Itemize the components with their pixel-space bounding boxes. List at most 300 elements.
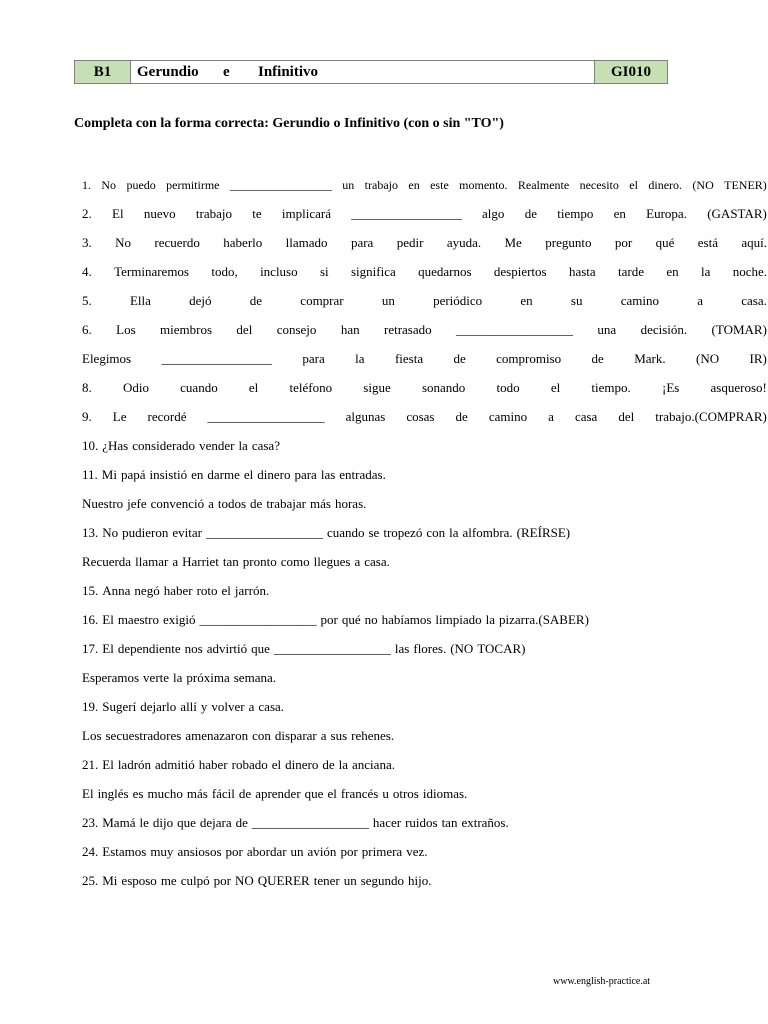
exercise-word: tiempo	[557, 206, 594, 221]
exercise-item	[82, 698, 767, 727]
exercise-word: te	[252, 206, 262, 221]
exercise-word: NO	[234, 873, 254, 888]
exercise-word: Esperamos	[82, 670, 140, 685]
exercise-word: TENER)	[724, 178, 767, 192]
exercise-word: teléfono	[289, 380, 333, 395]
exercise-item	[82, 263, 767, 292]
exercise-word: Anna	[102, 583, 131, 598]
exercise-word: camino	[488, 409, 528, 424]
exercise-word: sonando	[421, 380, 466, 395]
exercise-item	[82, 205, 767, 234]
exercise-word: tener	[313, 873, 340, 888]
exercise-word: Mamá	[102, 815, 136, 830]
exercise-word: culpó	[180, 873, 210, 888]
title-word: Gerundio	[137, 63, 199, 80]
exercise-word: momento.	[459, 178, 508, 192]
exercise-item	[82, 785, 767, 814]
exercise-word: Le	[112, 409, 127, 424]
exercise-word: __________________	[273, 641, 391, 656]
exercise-word: hacer	[372, 815, 402, 830]
exercise-word: la	[338, 757, 349, 772]
exercise-word: del	[618, 409, 635, 424]
exercise-word: (REÍRSE)	[516, 525, 571, 540]
exercise-word: su	[570, 293, 583, 308]
exercise-item	[82, 466, 767, 495]
exercise-word: limpiado	[435, 612, 482, 627]
exercise-word: aprender	[255, 786, 301, 801]
exercise-word: fácil	[211, 786, 235, 801]
exercise-word: por	[340, 844, 358, 859]
exercise-word: todo	[496, 380, 520, 395]
exercise-word: por	[213, 873, 231, 888]
exercise-word: trabajar	[266, 496, 307, 511]
exercise-word: avión	[307, 844, 337, 859]
exercise-word: 3.	[82, 235, 92, 250]
exercise-word: haber	[163, 583, 193, 598]
exercise-word: algo	[482, 206, 505, 221]
exercise-word: para	[350, 235, 374, 250]
exercise-word: las	[320, 467, 336, 482]
exercise-word: recordé	[147, 409, 187, 424]
exercise-word: periódico	[433, 293, 483, 308]
exercise-item	[82, 553, 767, 582]
exercise-word: darme	[207, 467, 240, 482]
exercise-word: dejarlo	[140, 699, 177, 714]
exercise-word: haber	[198, 757, 228, 772]
exercise-word: el	[629, 178, 638, 192]
exercise-item	[82, 350, 767, 379]
exercise-word: admitió	[155, 757, 195, 772]
exercise-word: El	[82, 786, 94, 801]
exercise-word: 24.	[82, 844, 99, 859]
exercise-word: (TOMAR)	[711, 322, 767, 337]
exercise-word: primera	[361, 844, 403, 859]
exercise-word: se	[368, 525, 380, 540]
exercise-word: ruidos	[405, 815, 438, 830]
exercise-word: disparar	[274, 728, 317, 743]
exercise-item	[82, 843, 767, 872]
exercise-item	[82, 408, 767, 437]
exercise-word: convenció	[150, 496, 205, 511]
exercise-word: anciana.	[352, 757, 395, 772]
exercise-word: la	[449, 525, 459, 540]
exercise-word: nos	[184, 641, 203, 656]
exercise-word: ¿Has	[102, 438, 129, 453]
exercise-word: más	[186, 786, 208, 801]
exercise-word: necesito	[579, 178, 619, 192]
exercise-word: flores.	[413, 641, 447, 656]
exercise-word: de	[238, 786, 252, 801]
exercise-word: dinero	[257, 467, 291, 482]
exercise-word: con	[252, 728, 271, 743]
exercise-word: le	[139, 815, 149, 830]
exercise-word: roto	[196, 583, 218, 598]
exercise-item	[82, 669, 767, 698]
exercise-word: dinero.	[648, 178, 683, 192]
exercise-word: a	[248, 699, 255, 714]
exercise-word: de	[453, 351, 466, 366]
exercise-word: exigió	[162, 612, 196, 627]
exercise-item	[82, 321, 767, 350]
exercise-item	[82, 640, 767, 669]
exercise-word: Los	[116, 322, 136, 337]
exercise-word: vez.	[406, 844, 428, 859]
exercise-word: Mi	[102, 873, 118, 888]
exercise-item	[82, 611, 767, 640]
exercise-word: casa.	[741, 293, 767, 308]
exercise-word: dejó	[189, 293, 212, 308]
exercise-word: TOCAR)	[477, 641, 526, 656]
exercise-word: insistió	[149, 467, 188, 482]
exercise-item	[82, 756, 767, 785]
exercise-word: idiomas.	[422, 786, 468, 801]
exercise-item	[82, 234, 767, 263]
exercise-item	[82, 727, 767, 756]
exercise-word: vender	[199, 438, 235, 453]
exercise-word: más	[310, 496, 331, 511]
exercise-word: (NO	[696, 351, 720, 366]
worksheet-title	[131, 61, 595, 83]
exercise-word: Realmente	[517, 178, 570, 192]
exercise-word: tan	[222, 554, 239, 569]
exercise-word: semana.	[233, 670, 276, 685]
exercise-item	[82, 437, 767, 466]
exercise-word: Me	[504, 235, 522, 250]
exercise-item	[82, 872, 767, 901]
exercise-word: evitar	[172, 525, 202, 540]
exercise-word: considerado	[132, 438, 196, 453]
title-word: e	[223, 63, 230, 80]
exercise-word: 13.	[82, 525, 99, 540]
exercise-word: tropezó	[383, 525, 423, 540]
exercise-word: de	[322, 757, 335, 772]
exercise-word: casa.	[364, 554, 390, 569]
exercise-word: comprar	[300, 293, 344, 308]
exercise-word: un	[290, 844, 304, 859]
exercise-word: la	[238, 438, 248, 453]
exercise-word: pedir	[396, 235, 424, 250]
exercise-word: 19.	[82, 699, 99, 714]
exercise-word: en	[613, 206, 626, 221]
exercise-word: para	[294, 467, 317, 482]
exercise-word: maestro	[117, 612, 159, 627]
exercise-word: habíamos	[381, 612, 432, 627]
exercise-word: esposo	[121, 873, 157, 888]
exercise-word: tarde	[618, 264, 644, 279]
exercise-word: el	[550, 380, 561, 395]
exercise-word: tan	[441, 815, 458, 830]
exercise-word: el	[248, 380, 259, 395]
exercise-word: El	[102, 757, 114, 772]
exercise-word: rehenes.	[351, 728, 395, 743]
exercise-word: nuevo	[143, 206, 176, 221]
exercise-word: pudieron	[122, 525, 169, 540]
exercise-word: retrasado	[383, 322, 432, 337]
exercise-word: noche.	[732, 264, 767, 279]
instruction-text: Completa con la forma correcta: Gerundio o Infinitivo (con o sin "TO")	[74, 116, 504, 131]
exercise-word: del	[236, 322, 253, 337]
exercise-word: casa?	[251, 438, 280, 453]
exercise-item	[82, 524, 767, 553]
exercise-word: (GASTAR)	[707, 206, 767, 221]
exercise-word: a	[548, 409, 554, 424]
exercise-item	[82, 814, 767, 843]
exercise-word: El	[102, 641, 114, 656]
exercise-word: Harriet	[182, 554, 219, 569]
exercise-word: un	[343, 873, 357, 888]
exercise-word: secuestradores	[105, 728, 182, 743]
exercise-word: (NO	[450, 641, 474, 656]
exercise-item	[82, 495, 767, 524]
exercise-word: está	[697, 235, 718, 250]
exercise-word: trabajo	[364, 178, 398, 192]
exercise-word: dijo	[152, 815, 174, 830]
exercise-word: pizarra.(SABER)	[499, 612, 589, 627]
exercise-word: 25.	[82, 873, 99, 888]
exercise-word: casa	[574, 409, 598, 424]
exercise-word: aquí.	[741, 235, 767, 250]
exercise-word: _________________	[351, 206, 462, 221]
exercise-word: papá	[120, 467, 146, 482]
exercise-word: QUERER	[257, 873, 310, 888]
exercise-word: qué	[341, 612, 361, 627]
exercise-word: Los	[82, 728, 102, 743]
exercise-word: 21.	[82, 757, 99, 772]
exercise-word: y	[200, 699, 208, 714]
exercise-word: 9.	[82, 409, 92, 424]
exercise-word: en	[520, 293, 533, 308]
exercise-word: permitirme	[166, 178, 220, 192]
exercise-word: El	[112, 206, 124, 221]
exercise-word: de	[591, 351, 604, 366]
exercise-word: segundo	[360, 873, 405, 888]
exercise-word: 4.	[82, 264, 92, 279]
exercise-word: consejo	[276, 322, 317, 337]
exercise-word: francés	[340, 786, 379, 801]
exercise-word: próxima	[186, 670, 230, 685]
exercise-word: fiesta	[394, 351, 424, 366]
exercise-word: 23.	[82, 815, 99, 830]
exercise-word: un	[381, 293, 395, 308]
exercise-word: las	[394, 641, 410, 656]
exercise-word: ayuda.	[446, 235, 482, 250]
exercise-word: robado	[231, 757, 268, 772]
exercise-word: es	[132, 786, 144, 801]
exercise-item	[82, 292, 767, 321]
exercise-word: el	[243, 467, 254, 482]
exercise-word: allí	[180, 699, 197, 714]
exercise-word: 8.	[82, 380, 92, 395]
exercise-word: dejara	[199, 815, 232, 830]
exercise-word: u	[382, 786, 389, 801]
exercise-word: Europa.	[646, 206, 687, 221]
exercise-word: No	[102, 525, 119, 540]
exercise-word: El	[102, 612, 114, 627]
exercise-word: __________________	[205, 525, 323, 540]
exercise-word: no	[364, 612, 378, 627]
exercise-word: llamado	[285, 235, 328, 250]
exercise-word: amenazaron	[185, 728, 249, 743]
exercise-word: que	[251, 641, 270, 656]
exercise-word: Mi	[101, 467, 117, 482]
exercise-item	[82, 176, 767, 205]
exercise-word: de	[455, 409, 468, 424]
exercise-word: camino	[620, 293, 659, 308]
exercise-word: extraños.	[461, 815, 509, 830]
exercise-word: cosas	[406, 409, 435, 424]
exercise-word: el	[327, 786, 337, 801]
exercise-word: No	[101, 178, 117, 192]
footer-url: www.english-practice.at	[553, 976, 651, 987]
exercise-word: 17.	[82, 641, 99, 656]
exercise-word: llegues	[313, 554, 351, 569]
exercise-word: a	[354, 554, 361, 569]
exercise-word: un	[342, 178, 355, 192]
exercise-word: en	[191, 467, 204, 482]
exercise-word: con	[426, 525, 446, 540]
exercise-word: la	[700, 264, 711, 279]
exercise-word: jarrón.	[234, 583, 270, 598]
exercise-word: Terminaremos	[114, 264, 189, 279]
exercise-word: Estamos	[102, 844, 147, 859]
exercise-word: cuando	[326, 525, 365, 540]
exercise-word: que	[304, 786, 324, 801]
exercise-word: el	[221, 583, 231, 598]
exercise-word: inglés	[97, 786, 129, 801]
exercise-word: Recuerda	[82, 554, 132, 569]
exercise-word: significa	[350, 264, 396, 279]
exercise-word: sus	[330, 728, 348, 743]
worksheet-code: GI010	[595, 61, 667, 83]
exercise-word: a	[172, 554, 179, 569]
exercise-word: todo,	[211, 264, 238, 279]
header-table	[74, 60, 668, 84]
exercise-word: No	[115, 235, 132, 250]
exercise-word: horas.	[334, 496, 367, 511]
exercise-item	[82, 582, 767, 611]
exercise-word: 2.	[82, 206, 92, 221]
exercise-word: advirtió	[206, 641, 248, 656]
level-badge: B1	[75, 61, 131, 83]
exercise-word: Elegimos	[82, 351, 132, 366]
exercise-word: me	[160, 873, 177, 888]
exercise-word: una	[597, 322, 617, 337]
exercise-word: IR)	[749, 351, 767, 366]
exercise-word: 1.	[82, 178, 91, 192]
exercise-word: en	[408, 178, 420, 192]
exercise-word: que	[177, 815, 196, 830]
exercise-word: de	[524, 206, 537, 221]
exercise-word: han	[340, 322, 360, 337]
exercise-word: pronto	[242, 554, 277, 569]
exercise-item	[82, 379, 767, 408]
exercise-word: otros	[392, 786, 419, 801]
exercise-word: a	[320, 728, 327, 743]
exercise-word: este	[430, 178, 449, 192]
exercise-word: de	[249, 293, 263, 308]
exercise-word: asqueroso!	[710, 380, 767, 395]
exercise-word: muy	[150, 844, 174, 859]
exercise-word: miembros	[160, 322, 213, 337]
exercise-word: abordar	[246, 844, 287, 859]
exercise-word: pregunto	[545, 235, 592, 250]
exercise-word: jefe	[127, 496, 147, 511]
exercise-word: Mark.	[634, 351, 666, 366]
exercise-word: la	[485, 612, 496, 627]
exercise-list	[82, 176, 767, 901]
exercise-word: a	[208, 496, 214, 511]
exercise-word: despiertos	[493, 264, 547, 279]
exercise-word: la	[173, 670, 183, 685]
exercise-word: alfombra.	[462, 525, 513, 540]
exercise-word: ansiosos	[177, 844, 222, 859]
exercise-word: tiempo.	[591, 380, 631, 395]
exercise-word: trabajo	[195, 206, 232, 221]
exercise-word: cuando	[180, 380, 218, 395]
exercise-word: en	[666, 264, 679, 279]
exercise-word: por	[320, 612, 338, 627]
exercise-word: (NO	[692, 178, 714, 192]
exercise-word: 16.	[82, 612, 99, 627]
exercise-word: __________________	[199, 612, 317, 627]
exercise-word: hijo.	[408, 873, 432, 888]
exercise-word: 11.	[82, 467, 98, 482]
exercise-word: decisión.	[640, 322, 688, 337]
exercise-word: el	[271, 757, 282, 772]
exercise-word: si	[319, 264, 329, 279]
exercise-word: 5.	[82, 293, 92, 308]
exercise-word: trabajo.(COMPRAR)	[655, 409, 767, 424]
exercise-word: _________________	[229, 178, 332, 192]
exercise-word: dinero	[285, 757, 319, 772]
exercise-word: de	[235, 815, 248, 830]
exercise-word: Nuestro	[82, 496, 124, 511]
exercise-word: mucho	[147, 786, 183, 801]
exercise-word: como	[280, 554, 310, 569]
exercise-word: __________________	[251, 815, 369, 830]
exercise-word: la	[355, 351, 365, 366]
exercise-word: Sugerí	[102, 699, 137, 714]
exercise-word: algunas	[345, 409, 386, 424]
exercise-word: 15.	[82, 583, 99, 598]
exercise-word: entradas.	[339, 467, 386, 482]
exercise-word: verte	[143, 670, 170, 685]
exercise-word: todos	[217, 496, 247, 511]
exercise-word: negó	[134, 583, 160, 598]
exercise-word: a	[697, 293, 703, 308]
exercise-word: ladrón	[117, 757, 152, 772]
exercise-word: de	[250, 496, 263, 511]
exercise-word: llamar	[135, 554, 169, 569]
exercise-word: Ella	[129, 293, 151, 308]
exercise-word: haberlo	[223, 235, 263, 250]
exercise-word: quedarnos	[418, 264, 472, 279]
exercise-word: implicará	[281, 206, 331, 221]
exercise-word: puedo	[126, 178, 156, 192]
exercise-word: __________________	[456, 322, 574, 337]
exercise-word: qué	[655, 235, 675, 250]
exercise-word: sigue	[363, 380, 391, 395]
exercise-word: Odio	[122, 380, 149, 395]
exercise-word: ¡Es	[661, 380, 680, 395]
exercise-word: volver	[211, 699, 245, 714]
exercise-word: compromiso	[496, 351, 562, 366]
exercise-word: por	[225, 844, 243, 859]
exercise-word: recuerdo	[154, 235, 200, 250]
exercise-word: por	[614, 235, 633, 250]
exercise-word: dependiente	[117, 641, 181, 656]
exercise-word: casa.	[258, 699, 285, 714]
